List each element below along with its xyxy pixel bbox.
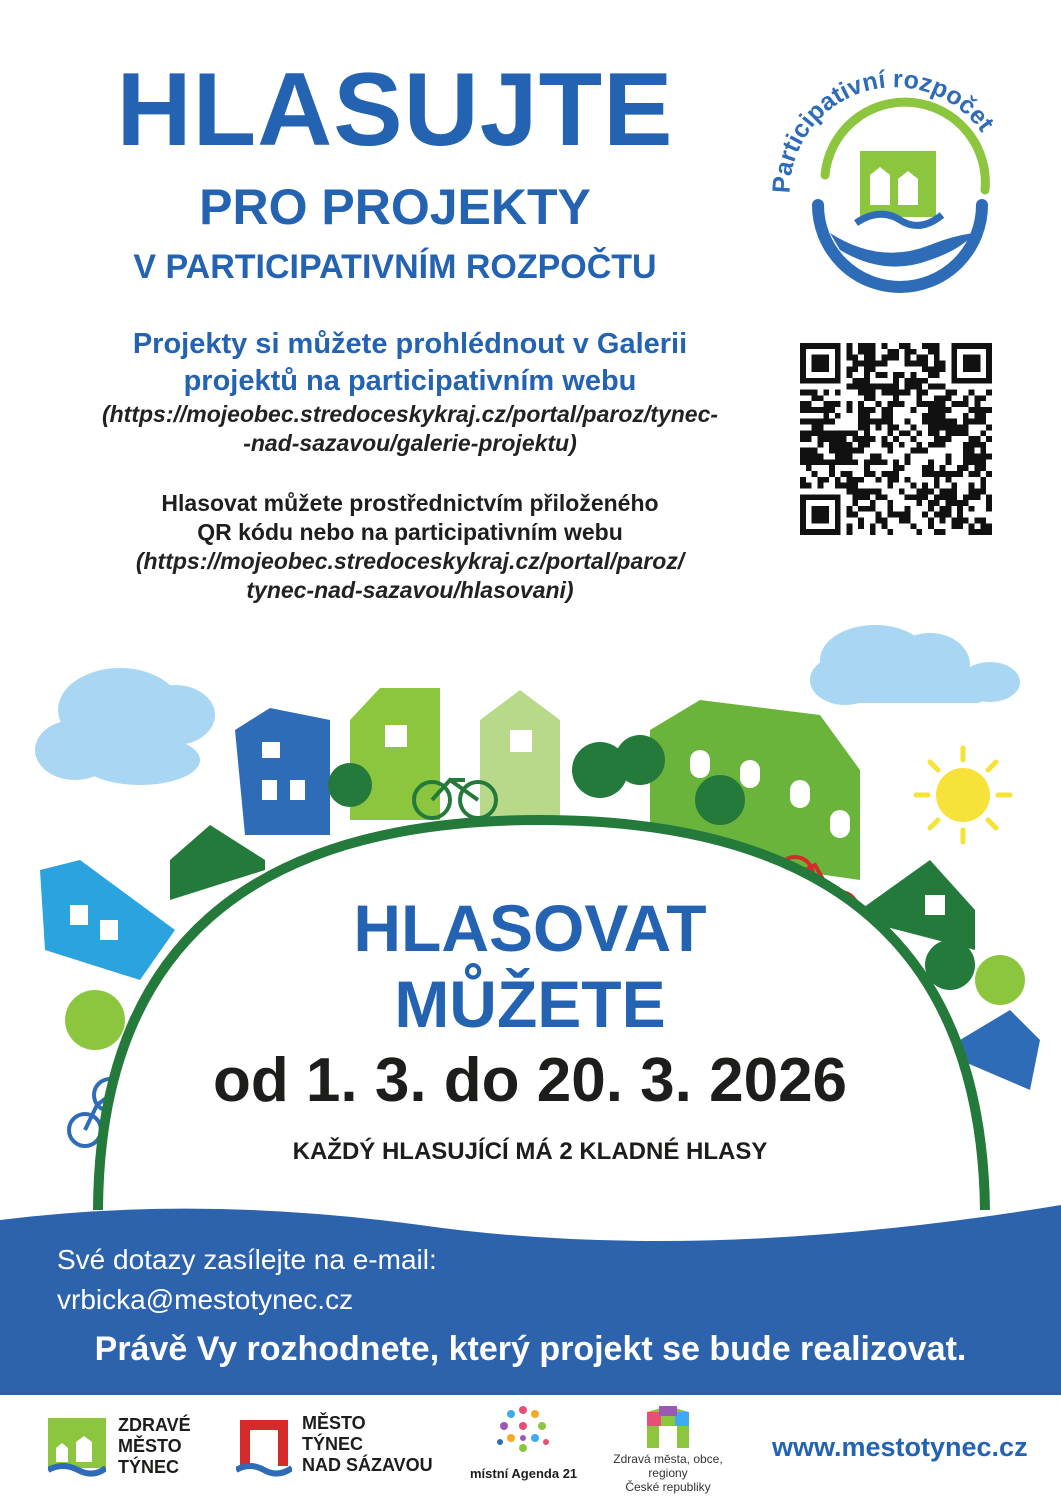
logo-text-line: TÝNEC	[302, 1434, 364, 1454]
voting-url-1[interactable]: (https://mojeobec.stredoceskykraj.cz/portal/paroz/	[135, 548, 685, 574]
dome-heading-line-1: HLASOVAT	[353, 891, 707, 965]
participativni-rozpocet-logo	[760, 55, 1040, 305]
voting-info	[30, 489, 790, 605]
voting-rule: KAŽDÝ HLASUJÍCÍ MÁ 2 KLADNÉ HLASY	[292, 1138, 768, 1165]
gallery-line-2: projektů na participativním webu	[183, 365, 637, 397]
logo-text-line: České republiky	[625, 1480, 711, 1494]
page-title: HLASUJTE	[116, 52, 674, 168]
voting-line-2: QR kódu nebo na participativním webu	[197, 519, 623, 545]
logo-text-line: Zdravá města, obce, regiony	[613, 1452, 723, 1480]
contact-block	[57, 1240, 437, 1320]
website-link[interactable]: www.mestotynec.cz	[772, 1432, 1028, 1462]
logo-text-line: ZDRAVÉ	[118, 1415, 191, 1435]
logo-text-line: MĚSTO	[118, 1436, 182, 1456]
mesto-tynec-logo-icon	[236, 1416, 292, 1478]
gallery-line-1: Projekty si můžete prohlédnout v Galerii	[132, 328, 688, 360]
nszm-logo-icon	[645, 1404, 691, 1448]
gallery-info	[30, 326, 790, 458]
nszm-logo-text	[598, 1452, 738, 1494]
footer-slogan: Právě Vy rozhodnete, který projekt se bude realizovat.	[94, 1330, 967, 1368]
gallery-url-1[interactable]: (https://mojeobec.stredoceskykraj.cz/portal/paroz/tynec-	[101, 401, 719, 427]
agenda-21-logo-text: místní Agenda 21	[470, 1466, 578, 1481]
page-subtitle: PRO PROJEKTY	[199, 179, 591, 235]
voting-line-1: Hlasovat můžete prostřednictvím přiloženého	[161, 490, 659, 516]
zdrave-mesto-logo-icon	[48, 1418, 106, 1480]
contact-email[interactable]: vrbicka@mestotynec.cz	[57, 1284, 354, 1315]
gallery-url-2[interactable]: -nad-sazavou/galerie-projektu)	[243, 430, 577, 456]
logo-text-line: NAD SÁZAVOU	[302, 1455, 433, 1475]
dome-heading	[270, 890, 790, 1042]
logo-text-line: TÝNEC	[118, 1457, 180, 1477]
contact-label: Své dotazy zasílejte na e-mail:	[57, 1244, 437, 1275]
voting-dates: od 1. 3. do 20. 3. 2026	[212, 1046, 848, 1115]
zdrave-mesto-logo-text	[118, 1415, 191, 1478]
agenda-21-logo-icon	[490, 1402, 556, 1462]
cloud-right	[810, 625, 1020, 705]
mesto-tynec-logo-text	[302, 1413, 433, 1476]
voting-qr-code[interactable]	[800, 341, 992, 537]
logo-text-line: MĚSTO	[302, 1413, 366, 1433]
house-green-pale	[480, 690, 560, 820]
page-subtitle-2: V PARTICIPATIVNÍM ROZPOČTU	[133, 248, 657, 286]
dome-heading-line-2: MŮŽETE	[394, 967, 666, 1041]
badge-text: Participativní rozpočet	[767, 65, 1000, 194]
voting-url-2[interactable]: tynec-nad-sazavou/hlasovani)	[246, 577, 574, 603]
sun-icon	[916, 748, 1010, 842]
cloud-left	[35, 668, 215, 785]
house-blue-tall	[235, 708, 330, 835]
house-light-blue	[40, 860, 175, 980]
